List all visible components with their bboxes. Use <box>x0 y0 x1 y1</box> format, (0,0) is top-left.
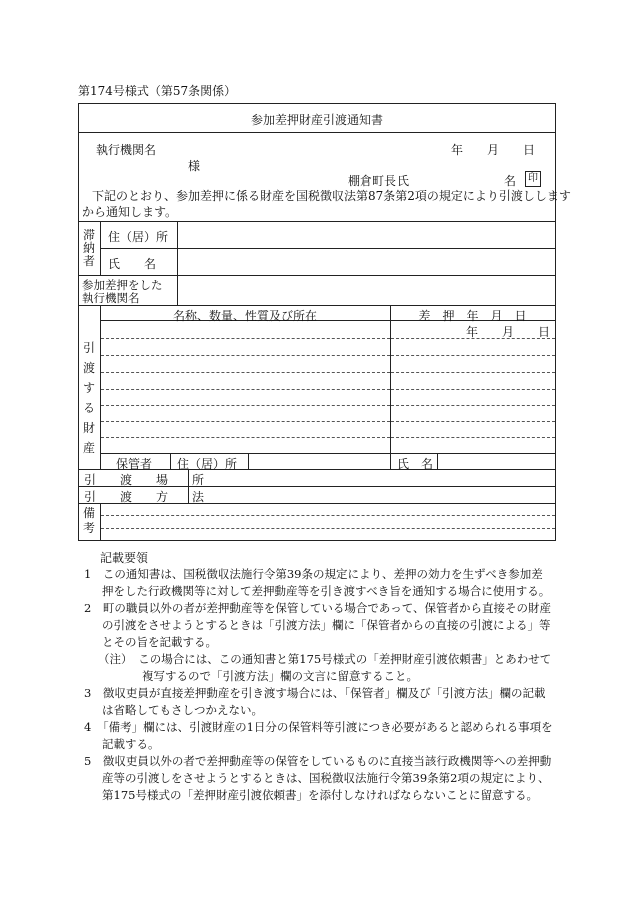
delivery-method-label: 引 渡 方 法 <box>84 490 205 504</box>
taxpayer-address-label: 住（居）所 <box>108 230 169 244</box>
note-item: 5 徴収吏員以外の者で差押動産等の保管をしているものに直接当該行政機関等への差押動産等の引渡しをさせようとするときは、国税徴収法施行令第39条第2項の規定により、第175号様式の「差押財産引渡依頼書」を添付しなければならないことに留意する。 <box>84 754 552 802</box>
notes-list <box>84 566 554 804</box>
date-year: 年 <box>451 143 464 157</box>
seal-icon: 印 <box>525 171 541 187</box>
attaching-agency-label-2: 執行機関名 <box>82 291 140 305</box>
col-seizure-date-header: 差 押 年 月 日 <box>418 309 527 323</box>
delivery-place-field[interactable] <box>189 470 555 486</box>
honorific: 様 <box>188 159 201 173</box>
sender-title: 棚倉町長 <box>348 174 397 188</box>
form-title: 参加差押財産引渡通知書 <box>250 113 383 127</box>
recipient-agency-label: 執行機関名 <box>96 143 157 157</box>
date-day: 日 <box>523 143 536 157</box>
note-item: 2 町の職員以外の者が差押動産等を保管している場合であって、保管者から直接その財産の引渡をさせようとするときは「引渡方法」欄に「保管者からの直接の引渡による」等とその旨を記載する。 <box>84 601 551 649</box>
property-label: 引 渡 す る 財 産 <box>82 341 95 455</box>
date-month: 月 <box>487 143 500 157</box>
attaching-agency-label-1: 参加差押をした <box>82 278 163 292</box>
property-description-field[interactable] <box>101 321 390 453</box>
taxpayer-address-field[interactable] <box>177 222 555 248</box>
attaching-agency-field[interactable] <box>177 276 555 305</box>
body-text-line1: 下記のとおり、参加差押に係る財産を国税徴収法第87条第2項の規定により引渡しします <box>92 189 571 203</box>
note-item: 1 この通知書は、国税徴収法施行令第39条の規定により、差押の効力を生ずべき参加差押をした行政機関等に対して差押動産等を引き渡すべき旨を通知する場合に使用する。 <box>84 567 551 598</box>
remarks-label: 備 考 <box>82 506 95 535</box>
body-text-line2: から通知します。 <box>82 205 178 219</box>
note-item: （注） この場合には、この通知書と第175号様式の「差押財産引渡依頼書」とあわせて複写するので「引渡方法」欄の文言に留意すること。 <box>98 652 552 683</box>
taxpayer-label: 滞 納 者 <box>82 228 95 268</box>
custodian-address-field[interactable] <box>249 454 389 469</box>
custodian-label: 保管者 <box>116 457 153 471</box>
taxpayer-name-field[interactable] <box>177 249 555 275</box>
taxpayer-name-label: 氏 名 <box>108 257 157 271</box>
custodian-name-field[interactable] <box>438 454 555 469</box>
col-description-header: 名称、数量、性質及び所在 <box>172 309 317 323</box>
remarks-field[interactable] <box>101 504 555 540</box>
delivery-place-label: 引 渡 場 所 <box>84 473 205 487</box>
custodian-name-label: 氏 名 <box>397 457 434 471</box>
notes-heading: 記載要領 <box>100 551 149 565</box>
seizure-date-row: 年 月 日 <box>466 325 551 339</box>
name-label: 名 <box>504 174 517 188</box>
note-item: 3 徴収吏員が直接差押動産を引き渡す場合には、「保管者」欄及び「引渡方法」欄の記載は省略してもさしつかえない。 <box>84 686 546 717</box>
sender-suffix: 氏 <box>397 174 410 188</box>
custodian-address-label: 住（居）所 <box>177 457 238 471</box>
delivery-method-field[interactable] <box>189 487 555 503</box>
note-item: 4 「備考」欄には、引渡財産の1日分の保管料等引渡につき必要があると認められる事項を記載する。 <box>84 720 553 751</box>
form-number: 第174号様式（第57条関係） <box>78 84 237 98</box>
property-date-field[interactable] <box>391 338 555 453</box>
